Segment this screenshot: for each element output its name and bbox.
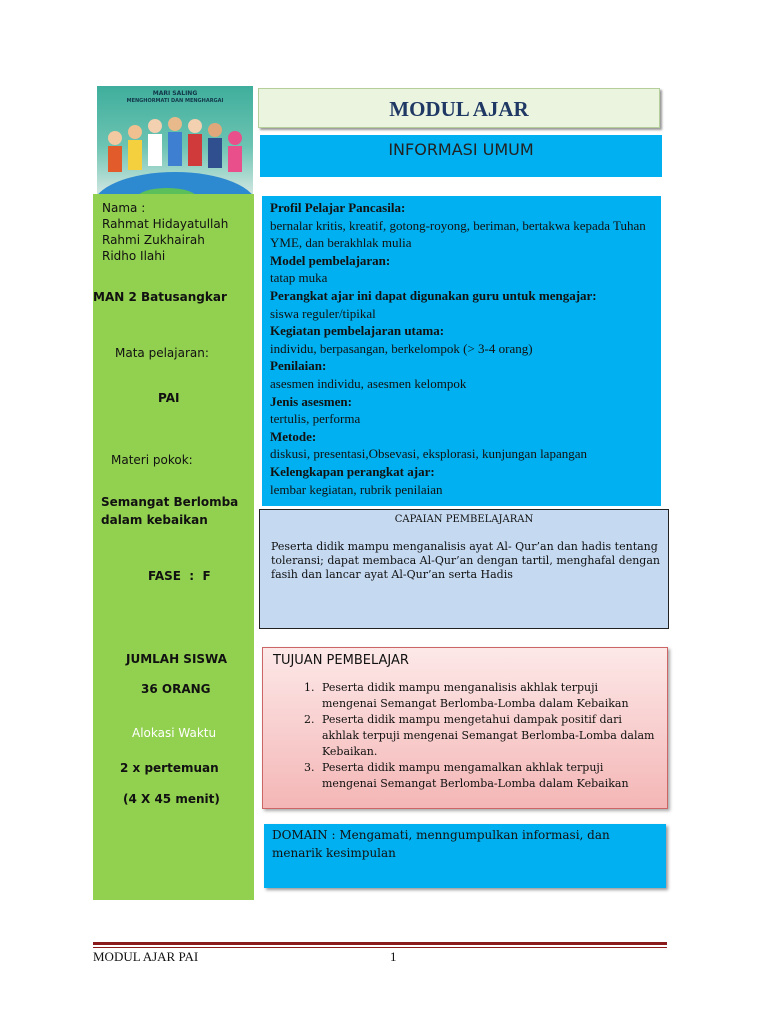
mapel-label: Mata pelajaran: — [115, 346, 209, 360]
materi-value: dalam kebaikan — [101, 513, 208, 527]
capaian-pembelajaran-box — [259, 509, 669, 629]
profile-value: individu, berpasangan, berkelompok (> 3-4 orang) — [270, 340, 533, 356]
page-title: MODUL AJAR — [258, 88, 660, 128]
capaian-heading: CAPAIAN PEMBELAJARAN — [394, 514, 534, 525]
profile-value: siswa reguler/tipikal — [270, 305, 376, 321]
informasi-umum-details — [262, 196, 661, 506]
profile-heading: Penilaian: — [270, 358, 327, 374]
mapel-value: PAI — [158, 391, 180, 405]
nama-label: Nama : — [102, 201, 146, 215]
profile-heading: Kegiatan pembelajaran utama: — [270, 323, 445, 339]
tujuan-heading: TUJUAN PEMBELAJAR — [273, 653, 409, 668]
materi-value: Semangat Berlomba — [101, 495, 239, 509]
section-title-informasi-umum: INFORMASI UMUM — [260, 135, 662, 177]
author-name: Rahmi Zukhairah — [102, 233, 205, 247]
tujuan-list — [263, 680, 655, 792]
list-item: 1. Peserta didik mampu menganalisis akhlak terpuji mengenai Semangat Berlomba-Lomba dalam Kebaikan — [318, 680, 655, 712]
profile-heading: Profil Pelajar Pancasila: — [270, 200, 406, 215]
page-number: 1 — [390, 949, 397, 964]
author-name: Ridho Ilahi — [102, 249, 166, 263]
jumlah-siswa-label: JUMLAH SISWA — [126, 652, 228, 666]
jumlah-siswa-value: 36 ORANG — [141, 682, 211, 696]
capaian-body: Peserta didik mampu menganalisis ayat Al- Qur’an dan hadis tentang toleransi; dapat membaca Al-Qur’an dengan tartil, menghafal dengan fasih dan lancar ayat Al-Qur’an serta Hadis — [271, 540, 660, 581]
materi-label: Materi pokok: — [111, 453, 193, 467]
profile-value: asesmen individu, asesmen kelompok — [270, 375, 467, 391]
fase-label: FASE : F — [148, 569, 211, 583]
people-illustration-icon — [97, 86, 253, 194]
cover-caption-line1: MARI SALING — [152, 90, 198, 97]
sidebar-panel — [93, 194, 254, 900]
profile-value: tertulis, performa — [270, 411, 361, 427]
profile-value: lembar kegiatan, rubrik penilaian — [270, 481, 443, 497]
footer-title: MODUL AJAR PAI — [93, 949, 199, 964]
profile-heading: Kelengkapan perangkat ajar: — [270, 463, 435, 479]
footer-rule — [93, 942, 667, 945]
alokasi-value: 2 x pertemuan — [120, 761, 219, 775]
alokasi-value: (4 X 45 menit) — [123, 792, 220, 806]
profile-heading: Jenis asesmen: — [270, 393, 352, 409]
profile-heading: Metode: — [270, 428, 317, 444]
profile-heading: Model pembelajaran: — [270, 252, 391, 268]
school-name: MAN 2 Batusangkar — [93, 290, 227, 304]
cover-illustration — [97, 86, 253, 194]
footer-rule-thin — [93, 947, 667, 948]
tujuan-pembelajaran-box — [262, 647, 668, 809]
alokasi-label: Alokasi Waktu — [132, 726, 217, 740]
author-name: Rahmat Hidayatullah — [102, 217, 229, 231]
list-item: 2. Peserta didik mampu mengetahui dampak positif dari akhlak terpuji mengenai Semangat Berlomba-Lomba dalam Kebaikan. — [318, 712, 655, 760]
profile-value: bernalar kritis, kreatif, gotong-royong, beriman, bertakwa kepada Tuhan YME, dan berakhlak mulia — [270, 217, 646, 251]
profile-value: tatap muka — [270, 270, 328, 286]
list-item: 3. Peserta didik mampu mengamalkan akhlak terpuji mengenai Semangat Berlomba-Lomba dalam Kebaikan — [318, 760, 655, 792]
cover-caption-line2: MENGHORMATI DAN MENGHARGAI — [126, 98, 224, 104]
domain-box: DOMAIN : Mengamati, menngumpulkan informasi, dan menarik kesimpulan — [264, 824, 666, 888]
profile-heading: Perangkat ajar ini dapat digunakan guru untuk mengajar: — [270, 287, 597, 303]
profile-value: diskusi, presentasi,Obsevasi, eksplorasi, kunjungan lapangan — [270, 446, 587, 462]
